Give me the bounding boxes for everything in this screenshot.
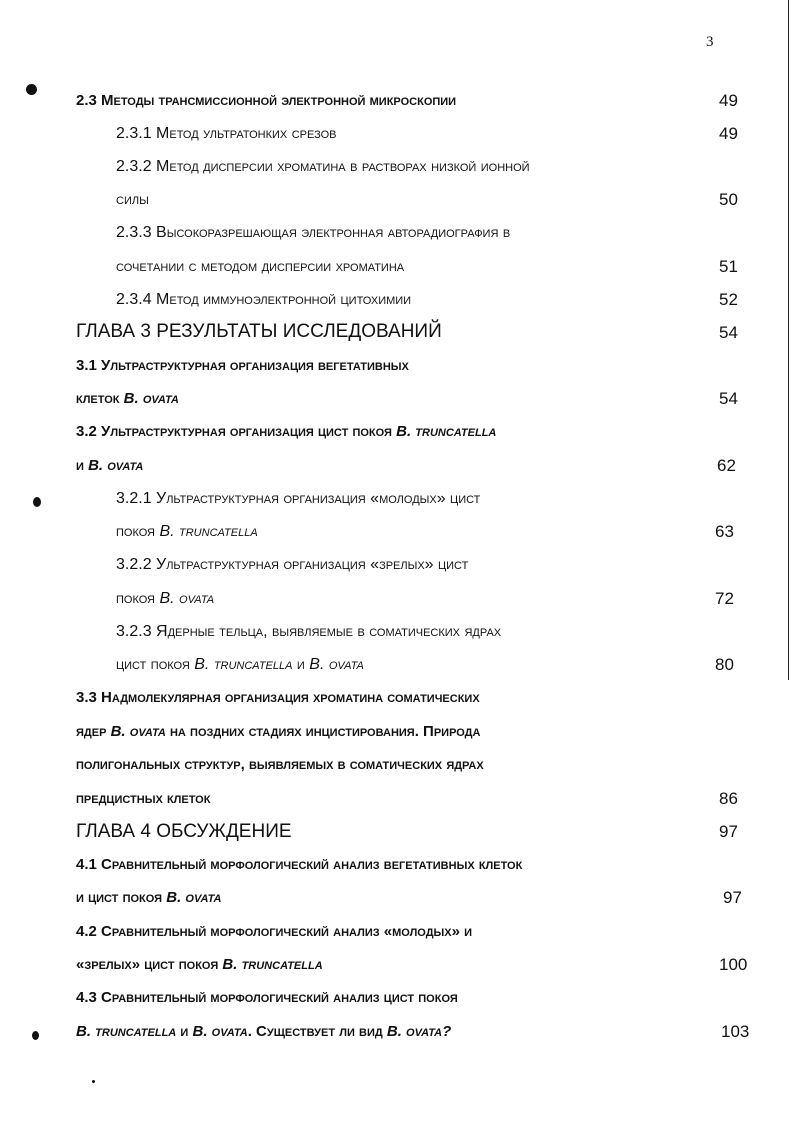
species-name: B. ovata — [159, 590, 215, 607]
punch-hole-mark — [26, 84, 37, 95]
punch-hole-mark — [32, 1031, 39, 1040]
toc-entry-title[interactable]: 3.2.3 Ядерные тельца, выявляемые в соматических ядрах — [116, 623, 502, 640]
toc-entry-page: 100 — [719, 955, 748, 974]
title-text: цист покоя — [116, 656, 195, 673]
species-name: B. ovata — [309, 656, 364, 673]
toc-entry-page: 54 — [719, 389, 738, 408]
toc-entry-page: 52 — [719, 290, 738, 309]
species-name: B. truncatella — [194, 656, 293, 673]
toc-entry-title[interactable]: 3.3 Надмолекулярная организация хроматина соматических — [76, 689, 480, 706]
title-text: на поздних стадиях инцистирования. Природа — [165, 723, 481, 740]
title-text: и цист покоя — [76, 889, 167, 906]
toc-entry-title[interactable] — [76, 423, 496, 440]
toc-entry-title[interactable]: 4.2 Сравнительный морфологический анализ «молодых» и — [76, 923, 473, 940]
toc-entry-page: 63 — [715, 522, 734, 541]
title-text: клеток — [76, 390, 124, 407]
species-name: B. truncatella — [222, 956, 323, 973]
toc-entry-page: 72 — [715, 589, 734, 608]
toc-entry-page: 54 — [719, 323, 738, 342]
toc-entry-title[interactable]: 2.3.1 Метод ультратонких срезов — [116, 125, 337, 142]
chapter-heading[interactable]: ГЛАВА 4 ОБСУЖДЕНИЕ — [76, 821, 292, 842]
title-text: 3.2 Ультраструктурная организация цист покоя — [76, 423, 397, 440]
toc-entry-title[interactable]: 2.3.4 Метод иммуноэлектронной цитохимии — [116, 291, 412, 308]
toc-entry-title-cont[interactable]: предцистных клеток — [76, 790, 211, 807]
toc-entry-title-cont[interactable]: полигональных структур, выявляемых в соматических ядрах — [76, 756, 484, 773]
toc-entry-title-cont[interactable] — [76, 889, 221, 906]
title-text: и — [292, 656, 310, 673]
toc-entry-title-cont[interactable] — [116, 656, 364, 674]
species-name: B. truncatella — [76, 1023, 177, 1040]
toc-entry-title-cont[interactable]: сочетании с методом дисперсии хроматина — [116, 258, 405, 275]
species-name: B. truncatella — [159, 523, 258, 540]
species-name: B. truncatella — [396, 423, 497, 440]
toc-entry-title[interactable]: 4.1 Сравнительный морфологический анализ вегетативных клеток — [76, 856, 523, 873]
toc-entry-page: 51 — [719, 257, 738, 276]
toc-entry-page: 62 — [717, 456, 736, 475]
toc-entry-title-cont[interactable]: силы — [116, 191, 149, 208]
species-name: B. ovata — [192, 1023, 248, 1040]
toc-entry-title[interactable]: 3.1 Ультраструктурная организация вегетативных — [76, 357, 409, 374]
toc-entry-title-cont[interactable] — [76, 390, 179, 407]
toc-entry-title[interactable]: 2.3 Методы трансмиссионной электронной микроскопии — [76, 92, 457, 109]
toc-entry-title-cont[interactable] — [116, 590, 214, 608]
toc-entry-page: 97 — [723, 888, 742, 907]
species-name: B. ovata? — [386, 1023, 452, 1040]
scan-edge-line — [788, 0, 789, 680]
chapter-heading[interactable]: ГЛАВА 3 РЕЗУЛЬТАТЫ ИССЛЕДОВАНИЙ — [76, 321, 442, 342]
title-text: и — [76, 457, 89, 474]
toc-entry-page: 49 — [719, 91, 738, 110]
toc-entry-title-cont[interactable] — [76, 1023, 451, 1040]
speck-mark — [92, 1080, 95, 1083]
species-name: B. ovata — [88, 457, 144, 474]
toc-entry-title[interactable]: 2.3.2 Метод дисперсии хроматина в растворах низкой ионной — [116, 158, 530, 175]
toc-entry-title[interactable]: 3.2.1 Ультраструктурная организация «молодых» цист — [116, 490, 481, 507]
page-number: 3 — [706, 34, 714, 50]
title-text: и — [176, 1023, 193, 1040]
species-name: B. ovata — [123, 390, 179, 407]
toc-entry-title[interactable]: 4.3 Сравнительный морфологический анализ цист покоя — [76, 989, 458, 1006]
punch-hole-mark — [33, 497, 41, 507]
toc-entry-title[interactable]: 3.2.2 Ультраструктурная организация «зрелых» цист — [116, 556, 469, 573]
toc-entry-title[interactable]: 2.3.3 Высокоразрешающая электронная авторадиография в — [116, 224, 511, 241]
toc-entry-page: 97 — [719, 822, 738, 841]
title-text: покоя — [116, 590, 160, 607]
toc-entry-page: 80 — [715, 655, 734, 674]
toc-entry-page: 103 — [721, 1022, 750, 1041]
toc-entry-page: 86 — [719, 789, 738, 808]
toc-entry-page: 49 — [719, 124, 738, 143]
toc-entry-title-cont[interactable] — [76, 457, 143, 474]
title-text: покоя — [116, 523, 160, 540]
species-name: B. ovata — [166, 889, 222, 906]
toc-entry-title-cont[interactable] — [76, 956, 323, 973]
title-text: . Существует ли вид — [247, 1023, 387, 1040]
toc-entry-page: 50 — [719, 190, 738, 209]
species-name: B. ovata — [110, 723, 166, 740]
toc-entry-title-cont[interactable] — [116, 523, 258, 541]
toc-entry-title-cont[interactable] — [76, 723, 480, 740]
title-text: «зрелых» цист покоя — [76, 956, 223, 973]
title-text: ядер — [76, 723, 111, 740]
